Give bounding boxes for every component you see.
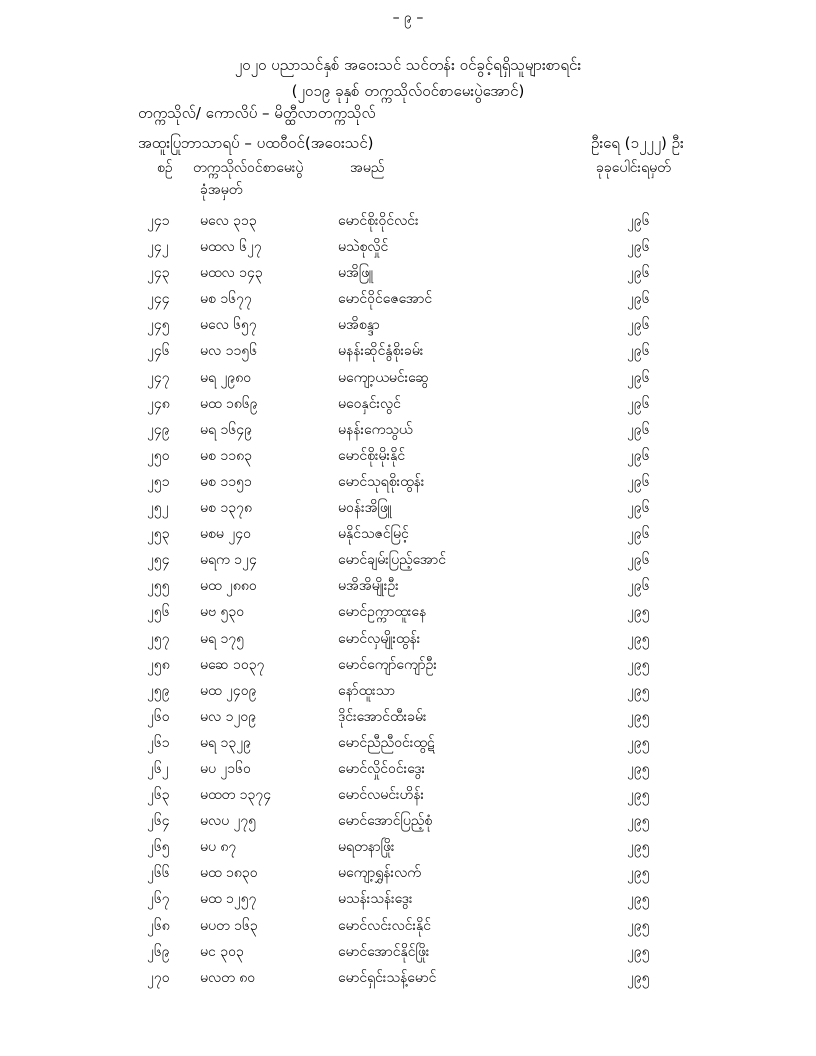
roll-number: မလ ၁၁၅၆ [200,343,258,360]
total-mark: ၂၉၅ [627,760,650,777]
roll-number: မစမ ၂၄၀ [200,526,251,543]
table-row [0,391,816,417]
column-header-mark: ခုခုပေါင်းရမှတ် [596,160,671,176]
student-name: မောင်ဥက္ကာထူးနေ [338,604,427,621]
row-number: ၂၄၈ [147,395,170,412]
roll-number: မထ ၁၈၆၉ [200,395,258,412]
table-row [0,626,816,652]
total-mark: ၂၉၆ [627,369,650,386]
roll-number: မရ ၁၆၄၉ [200,421,252,438]
total-mark: ၂၉၅ [627,708,650,725]
row-number: ၂၄၃ [147,265,170,282]
row-number: ၂၅၅ [147,578,170,595]
roll-number: မထ ၂၈၈၀ [200,578,257,595]
document-subtitle: (၂၀၁၉ ခုနှစ် တက္ကသိုလ်ဝင်စာမေးပွဲအောင်) [291,82,525,100]
roll-number: မဗ ၅၃၀ [200,604,245,621]
total-mark: ၂၉၅ [627,630,650,647]
table-row [0,886,816,912]
total-mark: ၂၉၅ [627,891,650,908]
total-mark: ၂၉၆ [627,526,650,543]
roll-number: မပတ ၁၆၃ [200,917,258,934]
student-name: နော်ထူးသာ [338,682,395,699]
table-row [0,469,816,495]
student-name: မကျော့ရွှန်းလက် [338,865,421,882]
table-row [0,652,816,678]
table-row [0,312,816,338]
total-mark: ၂၉၆ [627,213,650,229]
column-header-roll-line2: ခုံအမှတ် [200,182,243,198]
roll-number: မင ၃၀၃ [200,943,244,960]
table-row [0,599,816,625]
row-number: ၂၆၈ [147,917,170,934]
roll-number: မရက ၁၂၄ [200,552,257,569]
student-name: မောင်လှိုင်ဝင်းဒွေး [338,760,426,777]
roll-number: မစ ၁၁၈၃ [200,447,252,464]
student-name: မောင်အောင်နိုင်ဖြိုး [338,943,430,960]
student-name: မောင်လမင်းဟိန်း [338,787,425,804]
student-name: မအိဖြူ [338,265,374,282]
table-row [0,495,816,521]
row-number: ၂၅၁ [147,473,170,490]
row-number: ၂၆၃ [147,787,170,804]
total-mark: ၂၉၆ [627,343,650,360]
row-number: ၂၆၄ [147,813,170,830]
roll-number: မထလ ၁၄၃ [200,265,263,282]
student-name: မောင်ရှင်းသန့်မောင် [338,969,437,986]
student-name: မောင်ချမ်းပြည့်အောင် [338,552,447,569]
column-header-name: အမည် [350,160,385,176]
total-mark: ၂၉၆ [627,291,650,308]
row-number: ၂၅၆ [147,604,170,621]
total-count: ဦးရေ (၁၂၂၂) ဦး [591,134,684,152]
table-row [0,286,816,312]
student-name: မောင်အောင်ပြည့်စုံ [338,813,433,830]
student-name: မနန်းကေသွယ် [338,421,413,438]
table-row [0,260,816,286]
total-mark: ၂၉၆ [627,473,650,490]
table-row [0,704,816,730]
row-number: ၂၆၅ [147,839,170,856]
total-mark: ၂၉၆ [627,395,650,412]
student-name: မောင်လင်းလင်းနိုင် [338,917,432,934]
table-row [0,678,816,704]
student-name: မသဲစုလှိုင် [338,239,389,256]
table-row [0,521,816,547]
roll-number: မစ ၁၆၇၇ [200,291,252,308]
row-number: ၂၄၄ [147,291,170,308]
student-name: မောင်ဝိုင်ဇေအောင် [338,291,433,308]
table-row [0,234,816,260]
student-name: မကျော့ယမင်းဆွေ [338,369,429,386]
total-mark: ၂၉၅ [627,839,650,856]
row-number: ၂၅၄ [147,552,170,569]
roll-number: မထ ၁၂၅၇ [200,891,257,908]
table-row [0,365,816,391]
total-mark: ၂၉၆ [627,265,650,282]
row-number: ၂၇၀ [147,969,170,986]
total-mark: ၂၉၅ [627,865,650,882]
table-row [0,756,816,782]
row-number: ၂၄၉ [147,421,170,438]
student-list [0,208,816,991]
total-mark: ၂၉၅ [627,656,650,673]
row-number: ၂၅၃ [147,526,170,543]
table-row [0,547,816,573]
roll-number: မလတ ၈၀ [200,969,256,986]
roll-number: မလေ ၆၅၇ [200,317,257,334]
table-row [0,417,816,443]
table-row [0,965,816,991]
roll-number: မဆေ ၁၀၃၇ [200,656,265,673]
row-number: ၂၆၆ [147,865,170,882]
roll-number: မပ ၂၁၆၀ [200,760,251,777]
total-mark: ၂၉၅ [627,682,650,699]
student-name: မောင်စိုးဝိုင်လင်း [338,213,419,229]
roll-number: မစ ၁၃၇၈ [200,500,252,517]
roll-number: မလ ၁၂၀၉ [200,708,257,725]
total-mark: ၂၉၅ [627,734,650,751]
total-mark: ၂၉၅ [627,943,650,960]
student-name: မောင်ကျော်ကျော်ဦး [338,656,437,673]
row-number: ၂၅၀ [147,447,170,464]
table-row [0,834,816,860]
university-label: တက္ကသိုလ်/ ကောလိပ် – မိတ္ထီလာတက္ကသိုလ် [138,104,376,122]
roll-number: မရ ၁၃၂၉ [200,734,251,751]
roll-number: မထ ၁၈၃၀ [200,865,258,882]
total-mark: ၂၉၆ [627,552,650,569]
row-number: ၂၅၉ [147,682,170,699]
student-name: မောင်လှမျိုးထွန်း [338,630,421,647]
student-name: မနန်းဆိုင်နွံစိုးခမ်း [338,343,424,360]
row-number: ၂၆၇ [147,891,170,908]
total-mark: ၂၉၆ [627,239,650,256]
total-mark: ၂၉၅ [627,969,650,986]
total-mark: ၂၉၆ [627,421,650,438]
table-row [0,208,816,234]
row-number: ၂၄၅ [147,317,170,334]
roll-number: မထ ၂၄၀၉ [200,682,257,699]
table-row [0,782,816,808]
row-number: ၂၅၇ [147,630,170,647]
table-row [0,808,816,834]
total-mark: ၂၉၆ [627,500,650,517]
student-name: မဝန်းအိဖြူ [338,500,392,517]
row-number: ၂၆၉ [147,943,170,960]
table-row [0,573,816,599]
total-mark: ၂၉၅ [627,604,650,621]
document-title: ၂၀၂၀ ပညာသင်နှစ် အဝေးသင် သင်တန်း ဝင်ခွင့်ရရှိသူများစာရင်း [234,56,582,74]
roll-number: မထလ ၆၂၇ [200,239,262,256]
student-name: မရတနာဖြိုး [338,839,395,856]
student-name: မဝေနှင်းလွင် [338,395,401,412]
student-name: ဒိုင်းအောင်ထီးခမ်း [338,708,427,725]
row-number: ၂၆၀ [147,708,170,725]
table-row [0,730,816,756]
row-number: ၂၄၂ [147,239,169,256]
column-header-roll: တက္ကသိုလ်ဝင်စာမေးပွဲ [193,160,304,176]
table-row [0,939,816,965]
roll-number: မစ ၁၁၅၁ [200,473,252,490]
student-name: မနိုင်သဇင်မြင့် [338,526,409,543]
roll-number: မထတ ၁၃၇၄ [200,787,272,804]
row-number: ၂၆၁ [147,734,170,751]
row-number: ၂၄၁ [147,213,170,229]
student-name: မအိစန္ဒာ [338,317,380,334]
roll-number: မရ ၁၇၅ [200,630,245,647]
roll-number: မလေ ၃၁၃ [200,213,257,229]
column-header-sr: စဉ် [157,160,173,176]
roll-number: မရ ၂၉၈၀ [200,369,252,386]
student-name: မောင်စိုးမိုးနိုင် [338,447,406,464]
page-number: – ၉ – [392,10,424,26]
roll-number: မလပ ၂၇၅ [200,813,257,830]
total-mark: ၂၉၅ [627,813,650,830]
student-name: မောင်သုရစိုးထွန်း [338,473,425,490]
student-name: မသန်းသန်းဒွေး [338,891,413,908]
total-mark: ၂၉၆ [627,578,650,595]
row-number: ၂၅၈ [147,656,170,673]
total-mark: ၂၉၅ [627,917,650,934]
row-number: ၂၆၂ [147,760,169,777]
roll-number: မပ ၈၇ [200,839,237,856]
row-number: ၂၅၂ [147,500,169,517]
total-mark: ၂၉၅ [627,787,650,804]
student-name: မောင်ညီညီဝင်းထွဋ် [338,734,435,751]
table-row [0,443,816,469]
student-name: မအိအိမျိုးဦး [338,578,399,595]
total-mark: ၂၉၆ [627,317,650,334]
table-row [0,913,816,939]
row-number: ၂၄၆ [147,343,170,360]
row-number: ၂၄၇ [147,369,170,386]
specialization-label: အထူးပြုဘာသာရပ် – ပထဝီဝင်(အဝေးသင်) [138,134,374,152]
total-mark: ၂၉၆ [627,447,650,464]
table-row [0,860,816,886]
table-row [0,338,816,364]
